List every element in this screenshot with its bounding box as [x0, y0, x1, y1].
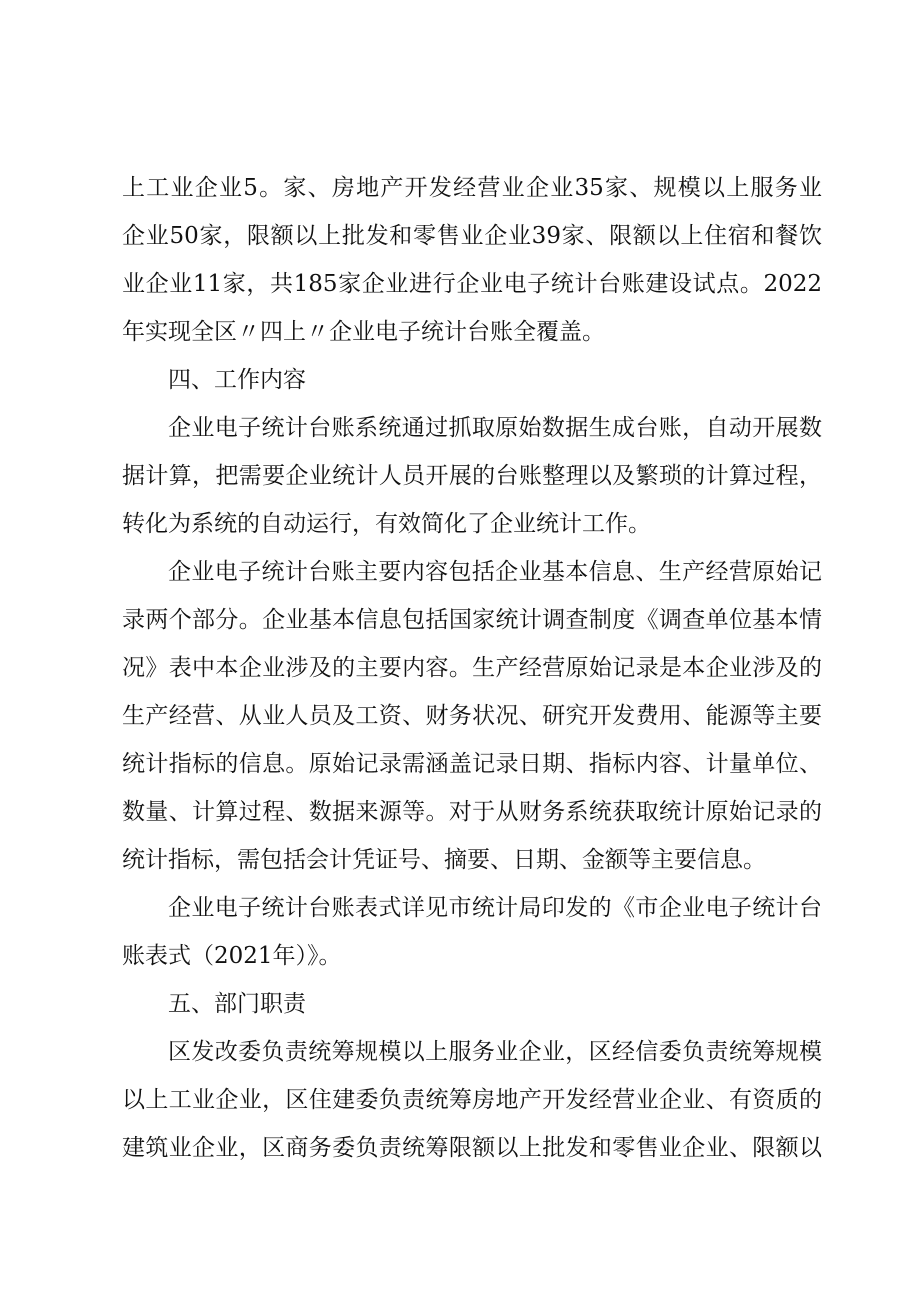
- paragraph-responsibilities: [122, 1028, 822, 1172]
- text-line: 账表式（2021年）》。: [122, 943, 342, 969]
- text-line: 生产经营、从业人员及工资、财务状况、研究开发费用、能源等主要: [122, 703, 822, 729]
- text-line: 上工业企业5。家、房地产开发经营业企业35家、规模以上服务业: [122, 175, 822, 201]
- text-line: 据计算，把需要企业统计人员开展的台账整理以及繁琐的计算过程，: [122, 463, 822, 489]
- text-line: 企业电子统计台账系统通过抓取原始数据生成台账，自动开展数: [168, 415, 822, 441]
- section-heading-responsibilities: 五、部门职责: [168, 991, 306, 1017]
- text-line: 统计指标，需包括会计凭证号、摘要、日期、金额等主要信息。: [122, 847, 766, 873]
- text-line: 企业50家，限额以上批发和零售业企业39家、限额以上住宿和餐饮: [122, 223, 822, 249]
- text-line: 况》表中本企业涉及的主要内容。生产经营原始记录是本企业涉及的: [122, 655, 822, 681]
- text-line: 建筑业企业，区商务委负责统筹限额以上批发和零售业企业、限额以: [122, 1135, 822, 1161]
- text-line: 统计指标的信息。原始记录需涵盖记录日期、指标内容、计量单位、: [122, 751, 822, 777]
- text-line: 区发改委负责统筹规模以上服务业企业，区经信委负责统筹规模: [168, 1039, 822, 1065]
- paragraph-main-content: [122, 548, 822, 884]
- continuation-paragraph: [122, 164, 822, 356]
- paragraph-format: [122, 884, 822, 980]
- text-line: 转化为系统的自动运行，有效简化了企业统计工作。: [122, 511, 651, 537]
- text-line: 录两个部分。企业基本信息包括国家统计调查制度《调查单位基本情: [122, 607, 822, 633]
- document-body: [122, 164, 822, 1172]
- text-line: 企业电子统计台账主要内容包括企业基本信息、生产经营原始记: [168, 559, 822, 585]
- text-line: 年实现全区〃四上〃企业电子统计台账全覆盖。: [122, 319, 605, 345]
- section-heading-work-content: 四、工作内容: [168, 367, 306, 393]
- text-line: 数量、计算过程、数据来源等。对于从财务系统获取统计原始记录的: [122, 799, 822, 825]
- paragraph-system: [122, 404, 822, 548]
- text-line: 业企业11家，共185家企业进行企业电子统计台账建设试点。2022: [122, 271, 822, 297]
- text-line: 以上工业企业，区住建委负责统筹房地产开发经营业企业、有资质的: [122, 1087, 822, 1113]
- text-line: 企业电子统计台账表式详见市统计局印发的《市企业电子统计台: [168, 895, 822, 921]
